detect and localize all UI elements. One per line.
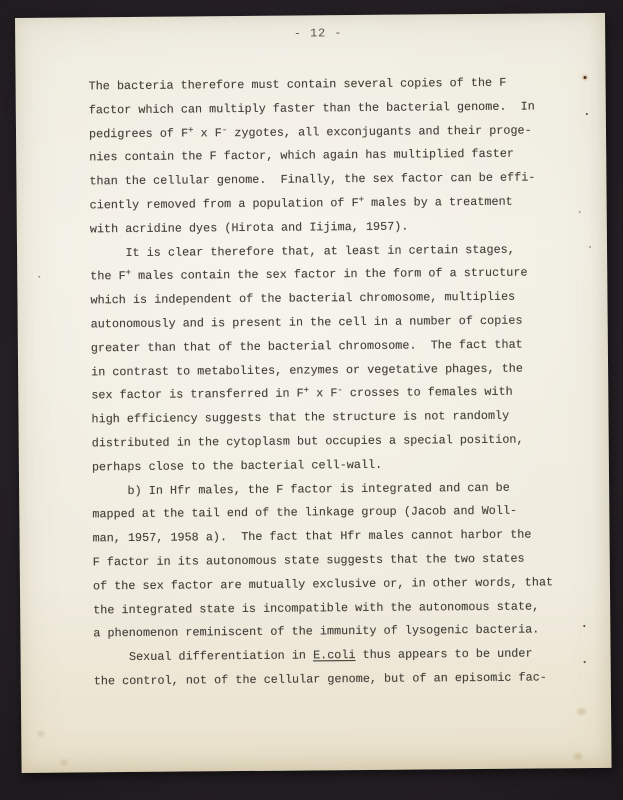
paper-speck <box>38 276 40 278</box>
text-segment: sex factor is transferred in F <box>91 386 304 403</box>
paper-stain <box>37 731 44 737</box>
text-segment: x F <box>193 125 222 141</box>
text-segment: distributed in the cytoplasm but occupies a special position, <box>91 432 524 451</box>
text-segment: greater than that of the bacterial chromosome. The fact that <box>90 337 523 356</box>
text-line <box>92 428 581 456</box>
text-segment: factor which can multiply faster than the bacterial genome. In <box>88 99 535 118</box>
text-segment: man, 1957, 1958 a). The fact that Hfr males cannot harbor the <box>92 527 532 546</box>
text-segment: pedigrees of F <box>88 126 189 141</box>
superscript-text: - <box>337 385 343 396</box>
text-segment: the control, not of the cellular genome, but of an episomic fac- <box>93 670 547 689</box>
text-segment: F factor in its autonomous state suggests that the two states <box>92 551 525 570</box>
text-segment: b) In Hfr males, the F factor is integrated and can be <box>92 480 510 498</box>
text-segment: the F <box>90 269 126 284</box>
superscript-text: + <box>303 385 310 396</box>
page-text <box>89 71 583 694</box>
text-segment: zygotes, all exconjugants and their proge- <box>227 123 532 140</box>
text-segment: Sexual differentiation in <box>93 648 314 665</box>
superscript-text: + <box>188 125 194 136</box>
text-line <box>91 333 580 361</box>
paper-speck <box>589 246 591 248</box>
text-segment: perhaps close to the bacterial cell-wall. <box>91 457 383 475</box>
paper-speck <box>584 76 587 79</box>
text-segment: than the cellular genome. Finally, the sex factor can be effi- <box>89 170 536 189</box>
text-segment: ciently removed from a population of F <box>89 195 359 213</box>
text-segment: which is independent of the bacterial chromosome, multiplies <box>90 289 516 308</box>
text-segment: thus appears to be under <box>355 646 533 663</box>
text-segment: of the sex factor are mutually exclusive or, in other words, that <box>92 575 554 594</box>
text-segment: mapped at the tail end of the linkage group (Jacob and Woll- <box>92 503 518 522</box>
text-segment: males contain the sex factor in the form of a structure <box>131 265 528 284</box>
paper-stain <box>573 753 582 760</box>
text-segment: nies contain the F factor, which again has multiplied faster <box>89 147 515 165</box>
underlined-text: E.coli <box>312 648 356 663</box>
text-segment: x F <box>309 386 338 401</box>
text-segment: in contrast to metabolites, enzymes or vegetative phages, the <box>91 361 523 379</box>
superscript-text: - <box>221 124 228 135</box>
text-segment: with acridine dyes (Hirota and Iijima, 1957). <box>89 219 409 237</box>
text-segment: males by a treatment <box>363 194 513 210</box>
text-segment: high efficiency suggests that the structure is not randomly <box>91 408 510 427</box>
paper-stain <box>60 760 67 766</box>
paper-speck <box>586 113 588 115</box>
text-segment: a phenomenon reminiscent of the immunity of lysogenic bacteria. <box>93 622 540 641</box>
paper-speck <box>584 661 586 663</box>
paper-speck <box>583 625 585 627</box>
text-segment: The bacteria therefore must contain several copies of the F <box>88 75 507 94</box>
text-segment: It is clear therefore that, at least in certain stages, <box>89 242 515 260</box>
superscript-text: + <box>125 268 132 279</box>
paper-stain <box>577 708 586 715</box>
text-line <box>93 571 582 599</box>
text-segment: autonomously and is present in the cell in a number of copies <box>90 313 523 332</box>
text-segment: the integrated state is incompatible with the autonomous state, <box>93 598 540 617</box>
text-line <box>94 666 583 694</box>
superscript-text: + <box>358 194 365 205</box>
text-line <box>90 190 579 218</box>
text-segment: crosses to females with <box>342 385 513 401</box>
paper-speck <box>579 211 581 213</box>
document-page <box>15 13 612 773</box>
page-number: - 12 - <box>293 26 343 41</box>
